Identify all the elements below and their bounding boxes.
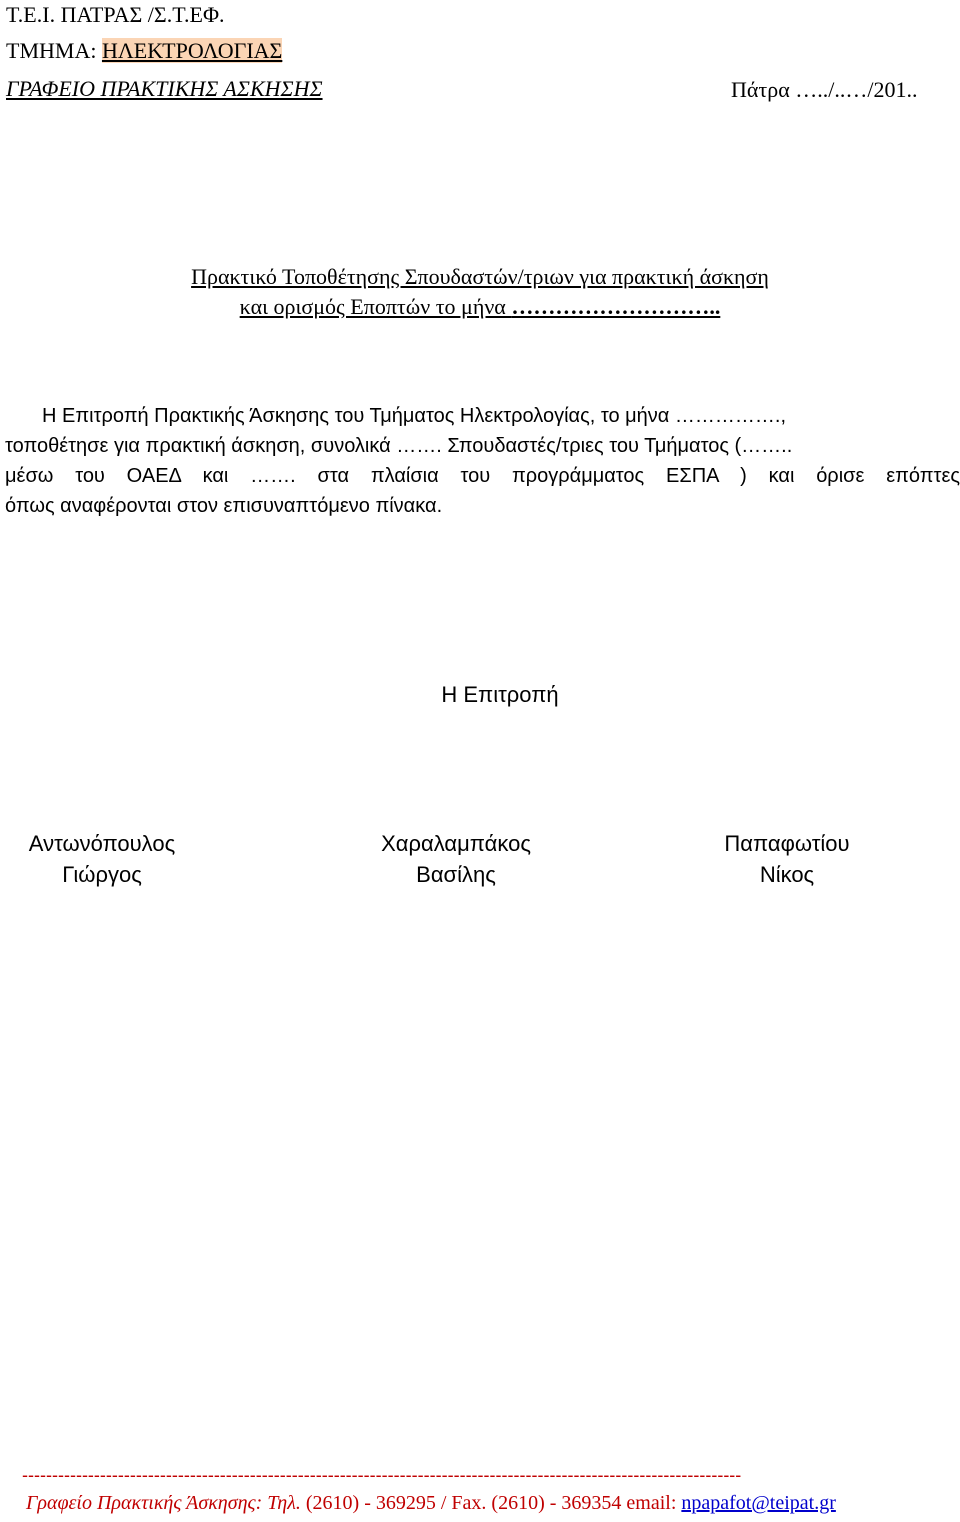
signatory-2 <box>356 828 556 890</box>
body-line-2: τοποθέτησε για πρακτική άσκηση, συνολικά ……. Σπουδαστές/τριες του Τμήματος (…….. <box>5 435 793 457</box>
title-month-blank: ……………………….. <box>511 294 721 319</box>
signatory-2-surname: Χαραλαμπάκος <box>381 831 531 856</box>
document-title-line1: Πρακτικό Τοποθέτησης Σπουδαστών/τριων για πρακτική άσκηση <box>191 264 769 289</box>
body-line-1: Η Επιτροπή Πρακτικής Άσκησης του Τμήματος Ηλεκτρολογίας, το μήνα ……………., <box>42 405 787 427</box>
department-name: ΗΛΕΚΤΡΟΛΟΓΙΑΣ <box>101 38 283 63</box>
footer-email-link[interactable]: npapafot@teipat.gr <box>681 1492 836 1514</box>
committee-heading: Η Επιτροπή <box>441 682 559 707</box>
document-title-line2 <box>0 292 960 322</box>
body-line-3: μέσω του ΟΑΕΔ και ……. στα πλαίσια του προγράμματος ΕΣΠΑ ) και όρισε επόπτες <box>5 465 960 487</box>
signatory-3-name: Νίκος <box>759 862 815 887</box>
footer-contact <box>26 1491 836 1515</box>
office-name: ΓΡΑΦΕΙΟ ΠΡΑΚΤΙΚΗΣ ΑΣΚΗΣΗΣ <box>6 76 323 101</box>
footer-office-label: Γραφείο Πρακτικής Άσκησης: Τηλ. <box>26 1492 301 1514</box>
department-line <box>6 38 282 64</box>
document-date: Πάτρα …../..…/201.. <box>731 77 918 102</box>
signatory-3-surname: Παπαφωτίου <box>724 831 850 856</box>
institution-name: Τ.Ε.Ι. ΠΑΤΡΑΣ /Σ.Τ.ΕΦ. <box>6 2 225 27</box>
signatory-1 <box>2 828 202 890</box>
footer-divider: ------------------------------------------------------------------------------------------------------------------------ <box>22 1465 742 1485</box>
signatory-3 <box>687 828 887 890</box>
signatory-2-name: Βασίλης <box>416 862 496 887</box>
department-prefix: ΤΜΗΜΑ: <box>6 38 102 63</box>
signatory-1-surname: Αντωνόπουλος <box>28 831 176 856</box>
body-line-4: όπως αναφέρονται στον επισυναπτόμενο πίνακα. <box>5 495 443 517</box>
title-line2-text: και ορισμός Εποπτών το μήνα <box>239 294 512 319</box>
signatory-1-name: Γιώργος <box>62 862 142 887</box>
footer-phone-fax: (2610) - 369295 / Fax. (2610) - 369354 email: <box>300 1492 682 1514</box>
